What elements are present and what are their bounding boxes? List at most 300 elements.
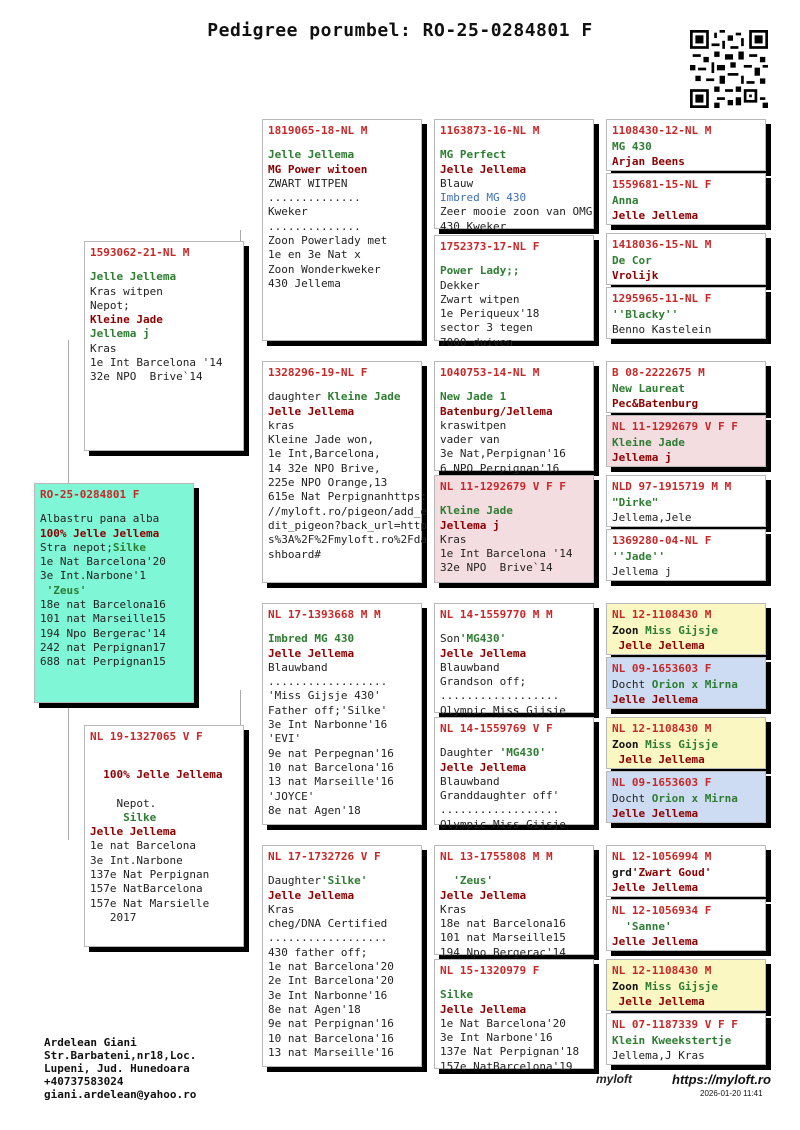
info-text: 10 nat Barcelona'16 (268, 1031, 394, 1045)
pigeon-card[interactable] (84, 725, 244, 947)
info-text: 137e Nat Perpignan'18 (440, 1045, 580, 1059)
ring-number: 1752373-17-NL F (440, 240, 540, 253)
myloft-logo: myloft (596, 1072, 632, 1086)
pigeon-info-line (268, 533, 427, 547)
pigeon-info-line (612, 194, 760, 208)
ring-number: 1295965-11-NL F (612, 292, 712, 305)
pigeon-info-line (612, 678, 760, 692)
pigeon-info-line (268, 1046, 416, 1060)
pigeon-info-line (90, 854, 238, 868)
pigeon-info-line (440, 661, 588, 675)
info-text: Father off;'Silke' (268, 703, 388, 717)
pigeon-info-line (440, 789, 588, 803)
pigeon-card[interactable] (606, 361, 766, 413)
pigeon-card[interactable] (262, 361, 427, 583)
site-link[interactable]: https://myloft.ro (672, 1072, 771, 1087)
info-text: ''Blacky'' (612, 308, 679, 322)
pigeon-info-line (268, 419, 416, 433)
pigeon-info-line (268, 163, 416, 177)
ring-number: NL 14-1559770 M M (440, 608, 553, 621)
info-text: Jellema j (440, 518, 500, 532)
info-text: Orion x Mirna (651, 678, 738, 692)
pigeon-info-line (90, 825, 238, 839)
pigeon-info-line (612, 254, 760, 268)
info-text: Jelle Jellema (440, 162, 527, 176)
info-text: Vrolijk (612, 268, 659, 282)
info-text: 8e nat Agen'18 (268, 1002, 361, 1016)
ring-number: 1559681-15-NL F (612, 178, 712, 191)
pigeon-info-line (612, 451, 760, 465)
pigeon-info-line (90, 783, 238, 797)
pigeon-card[interactable] (262, 603, 422, 825)
pigeon-info-line (440, 279, 588, 293)
pigeon-info-line (40, 541, 188, 555)
info-text: 7000 duiven (440, 335, 513, 349)
page-title: Pedigree porumbel: RO-25-0284801 F (207, 20, 593, 41)
pigeon-info-line (440, 1017, 588, 1031)
ring-number: NL 13-1755808 M M (440, 850, 553, 863)
info-text: 157e NatBarcelona'19 (440, 1059, 573, 1073)
info-text: 3e Nat,Perpignan'16 (440, 447, 566, 461)
pigeon-info-line (268, 234, 416, 248)
ring-number: NL 09-1653603 F (612, 662, 712, 675)
info-text: Daughter (268, 874, 321, 888)
pigeon-info-line (40, 512, 188, 526)
ring-number: NL 15-1320979 F (440, 964, 540, 977)
pigeon-info-line (440, 547, 588, 561)
pigeon-info-line (268, 248, 416, 262)
pigeon-card[interactable] (262, 119, 422, 341)
info-text: 430 Jellema (268, 276, 341, 290)
info-text: 13 nat Marseille'16 (268, 775, 394, 789)
pigeon-info-line (268, 974, 416, 988)
ring-number: 1108430-12-NL M (612, 124, 712, 137)
pigeon-info-line (440, 504, 588, 518)
info-text: 615e Nat Perpignanhttps: (268, 490, 427, 504)
pigeon-info-line (268, 718, 416, 732)
info-text: Stra nepot; (40, 540, 113, 554)
info-text: 10 nat Barcelona'16 (268, 760, 394, 774)
pigeon-info-line (612, 639, 760, 653)
info-text: 2017 (90, 910, 137, 924)
pigeon-info-line (440, 405, 588, 419)
pigeon-info-line (268, 220, 416, 234)
info-text: 14 32e NPO Brive, (268, 461, 381, 475)
info-text: 'Zwart Goud' (631, 866, 712, 880)
info-text: Kras witpen (90, 284, 163, 298)
pigeon-info-line (440, 889, 588, 903)
pigeon-info-line (90, 754, 238, 768)
owner-address-city: Lupeni, Jud. Hunedoara (44, 1062, 190, 1075)
pigeon-info-line (268, 548, 416, 562)
ring-number: NL 07-1187339 V F F (612, 1018, 738, 1031)
pigeon-card[interactable] (606, 657, 766, 709)
pigeon-info-line (90, 299, 238, 313)
pigeon-card[interactable] (606, 475, 766, 527)
info-text: Jelle Jellema (268, 148, 355, 162)
pigeon-info-line (440, 264, 588, 278)
pigeon-info-line (268, 277, 416, 291)
generated-date: 2026-01-20 11:41 (700, 1089, 763, 1098)
pigeon-info-line (268, 1032, 416, 1046)
ring-number: NL 12-1108430 M (612, 608, 712, 621)
info-text: 100% Jelle Jellema (90, 768, 223, 782)
pigeon-info-line (440, 148, 588, 162)
info-text: Olympic Miss Gijsje (440, 817, 566, 831)
ring-number: B 08-2222675 M (612, 366, 705, 379)
pigeon-card[interactable] (434, 717, 594, 831)
pigeon-card[interactable] (434, 119, 594, 233)
pigeon-card[interactable] (434, 603, 594, 717)
info-text: sector 3 tegen (440, 321, 533, 335)
info-text: Kras (90, 341, 117, 355)
info-text: .............. (268, 191, 361, 205)
pigeon-info-line (90, 342, 238, 356)
info-text: Granddaughter off' (440, 789, 560, 803)
pigeon-info-line (90, 797, 238, 811)
pigeon-info-line (440, 1031, 588, 1045)
pigeon-info-line (440, 1003, 588, 1017)
pigeon-info-line (440, 761, 588, 775)
info-text: Albastru pana alba (40, 512, 160, 526)
info-text: 194 Npo Bergerac'14 (440, 945, 566, 959)
owner-address-street: Str.Barbateni,nr18,Loc. (44, 1049, 197, 1062)
pigeon-card[interactable] (606, 899, 766, 951)
info-text: Blauw (440, 176, 474, 190)
info-text: 1e nat Barcelona'20 (268, 960, 394, 974)
owner-email[interactable]: giani.ardelean@yahoo.ro (44, 1088, 197, 1101)
info-text: Miss Gijsje (645, 624, 718, 638)
pigeon-info-line (612, 866, 760, 880)
pigeon-card[interactable] (606, 529, 766, 581)
info-text: 32e NPO Brive`14 (90, 370, 203, 384)
info-text: Jellema,Jele (612, 510, 692, 524)
info-text: Jelle Jellema (440, 1002, 527, 1016)
info-text: Docht (612, 678, 652, 692)
info-text: 194 Npo Bergerac'14 (40, 626, 166, 640)
info-text: MG Power witoen (268, 162, 368, 176)
pigeon-info-line (268, 518, 427, 533)
pigeon-info-line (268, 191, 416, 205)
pigeon-info-line (268, 761, 416, 775)
info-text: .............. (268, 219, 361, 233)
info-text: 'Miss Gijsje 430' (268, 689, 381, 703)
pigeon-info-line (612, 881, 760, 895)
pigeon-info-line (440, 390, 588, 404)
info-text: Jelle Jellema (90, 825, 177, 839)
pigeon-info-line (268, 903, 416, 917)
info-text: 157e Nat Marsielle (90, 896, 210, 910)
pigeon-info-line (612, 308, 760, 322)
pigeon-info-line (440, 1045, 588, 1059)
pigeon-card[interactable] (606, 415, 766, 467)
ring-number: 1040753-14-NL M (440, 366, 540, 379)
info-text: Blauwband (440, 660, 500, 674)
info-text: Kweker (268, 205, 308, 219)
pigeon-card[interactable] (434, 235, 594, 349)
info-text: Miss Gijsje (645, 980, 718, 994)
pigeon-info-line (40, 527, 188, 541)
info-text: 1e Nat Barcelona'20 (40, 555, 166, 569)
pigeon-card[interactable] (606, 771, 766, 823)
pigeon-info-line (440, 533, 588, 547)
info-text: Jelle Jellema (90, 270, 177, 284)
pigeon-info-line (40, 627, 188, 641)
info-text: 3e Int.Narbone'1 (40, 569, 146, 583)
pigeon-card[interactable] (606, 959, 766, 1011)
pigeon-info-line (90, 882, 238, 896)
pigeon-card[interactable] (606, 287, 766, 339)
ring-number: 1418036-15-NL M (612, 238, 712, 251)
info-text: 1e en 3e Nat x (268, 248, 361, 262)
pigeon-info-line (612, 565, 760, 579)
info-text: Kras (268, 902, 295, 916)
info-text: ''Jade'' (612, 550, 665, 564)
pigeon-info-line (268, 504, 427, 519)
pigeon-card-main[interactable] (34, 483, 194, 703)
info-text: Zeer mooie zoon van OMG (440, 205, 593, 219)
info-text: Kleine Jade (440, 504, 513, 518)
info-text: Batenburg/Jellema (440, 404, 553, 418)
info-text: Nepot; (90, 298, 130, 312)
pigeon-info-line (90, 313, 238, 327)
info-text: 430 Kweker (440, 219, 507, 233)
pigeon-info-line (90, 370, 238, 384)
info-text: Kleine Jade (90, 313, 163, 327)
pigeon-info-line (90, 768, 238, 782)
pigeon-card[interactable] (606, 233, 766, 285)
info-text: 9e nat Perpignan'16 (268, 1017, 394, 1031)
info-text: Jelle Jellema (612, 638, 705, 652)
pigeon-info-line (440, 293, 588, 307)
ring-number: 1369280-04-NL F (612, 534, 712, 547)
info-text: s%3A%2F%2Fmyloft.ro%2Fda (268, 533, 427, 547)
info-text: Jelle Jellema (440, 760, 527, 774)
info-text: MG 430 (612, 140, 652, 154)
pigeon-info-line (612, 209, 760, 223)
pigeon-info-line (90, 327, 238, 341)
pigeon-card[interactable] (434, 845, 594, 959)
pigeon-info-line (40, 641, 188, 655)
pigeon-info-line (612, 995, 760, 1009)
info-text: Pec&Batenburg (612, 396, 699, 410)
pigeon-info-line (440, 561, 588, 575)
info-text: 9e nat Perpegnan'16 (268, 746, 394, 760)
pigeon-info-line (268, 390, 416, 404)
info-text: Blauwband (440, 774, 500, 788)
info-text: Klein Kweekstertje (612, 1034, 732, 1048)
pigeon-info-line (440, 1060, 588, 1074)
pigeon-info-line (440, 675, 588, 689)
info-text: "Dirke" (612, 496, 659, 510)
pigeon-info-line (90, 811, 238, 825)
info-text: Silke (112, 540, 146, 554)
owner-phone: +40737583024 (44, 1075, 124, 1088)
info-text: vader van (440, 433, 500, 447)
pigeon-info-line (440, 931, 588, 945)
info-text: Orion x Mirna (651, 792, 738, 806)
pigeon-info-line (440, 336, 588, 350)
pigeon-info-line (268, 675, 416, 689)
pigeon-info-line (612, 496, 760, 510)
pigeon-info-line (268, 177, 416, 191)
ring-number: 1593062-21-NL M (90, 246, 190, 259)
info-text: 'Silke' (320, 874, 368, 888)
info-text: Miss Gijsje (645, 738, 718, 752)
info-text: Kras (440, 532, 467, 546)
pigeon-card[interactable] (606, 603, 766, 655)
pigeon-card[interactable] (434, 475, 594, 583)
info-text: Zwart witpen (440, 292, 520, 306)
ring-number: NL 12-1056934 F (612, 904, 712, 917)
info-text: Silke (90, 810, 157, 824)
pigeon-card[interactable] (606, 845, 766, 897)
pigeon-info-line (612, 935, 760, 949)
ring-number: NL 17-1732726 V F (268, 850, 381, 863)
pigeon-info-line (268, 476, 416, 490)
info-text: ZWART WITPEN (268, 176, 348, 190)
info-text: 1e Int,Barcelona, (268, 447, 381, 461)
pigeon-card[interactable] (434, 361, 594, 475)
info-text: 2e Int Barcelona'20 (268, 974, 394, 988)
pigeon-info-line (268, 704, 416, 718)
pigeon-info-line (268, 1003, 416, 1017)
pigeon-card[interactable] (434, 959, 594, 1073)
info-text: Jelle Jellema (612, 994, 705, 1008)
info-text: Olympic Miss Gijsje (440, 703, 566, 717)
pigeon-info-line (268, 647, 416, 661)
info-text: Jelle Jellema (268, 404, 355, 418)
info-text: cheg/DNA Certified (268, 917, 388, 931)
info-text: 'Sanne' (612, 920, 672, 934)
info-text: 137e Nat Perpignan (90, 868, 210, 882)
pigeon-card[interactable] (606, 173, 766, 225)
info-text: dit_pigeon?back_url=http (268, 518, 427, 532)
info-text: Jelle Jellema (268, 888, 355, 902)
info-text: 'MG430' (499, 746, 546, 760)
info-text: 8e nat Agen'18 (268, 803, 361, 817)
pigeon-info-line (612, 511, 760, 525)
ring-number: NL 12-1056994 M (612, 850, 712, 863)
info-text: Power Lady;; (440, 264, 520, 278)
info-text: De Cor (612, 254, 652, 268)
info-text: 242 nat Perpignan17 (40, 640, 166, 654)
pigeon-info-line (440, 191, 588, 205)
info-text: 18e nat Barcelona16 (40, 598, 166, 612)
info-text: Docht (612, 792, 652, 806)
ring-number: NL 12-1108430 M (612, 722, 712, 735)
info-text: 100% Jelle Jellema (40, 526, 160, 540)
info-text: .................. (440, 689, 560, 703)
info-text: 157e NatBarcelona (90, 882, 203, 896)
info-text: Jelle Jellema (440, 888, 527, 902)
pigeon-info-line (268, 632, 416, 646)
info-text: 1e Int Barcelona '14 (440, 547, 573, 561)
pigeon-info-line (268, 747, 416, 761)
info-text: 101 nat Marseille15 (440, 931, 566, 945)
info-text: 225e NPO Orange,13 (268, 476, 388, 490)
ring-number: NLD 97-1915719 M M (612, 480, 732, 493)
pigeon-info-line (612, 792, 760, 806)
pigeon-info-line (612, 753, 760, 767)
pigeon-info-line (268, 874, 416, 888)
info-text: Jelle Jellema (612, 934, 699, 948)
pigeon-info-line (440, 205, 593, 219)
info-text: 18e nat Barcelona16 (440, 917, 566, 931)
pigeon-info-line (440, 519, 588, 533)
info-text: Silke (440, 988, 474, 1002)
info-text: Jellema j (612, 450, 672, 464)
info-text: Kleine Jade won, (268, 433, 374, 447)
ring-number: NL 19-1327065 V F (90, 730, 203, 743)
info-text: New Jade 1 (440, 390, 507, 404)
info-text: ,J Kras (658, 1048, 705, 1062)
pigeon-info-line (268, 989, 416, 1003)
ring-number: NL 11-1292679 V F F (440, 480, 566, 493)
pigeon-info-line (268, 148, 416, 162)
pigeon-info-line (612, 323, 760, 337)
info-text: 688 nat Perpignan15 (40, 655, 166, 669)
ring-number: NL 11-1292679 V F F (612, 420, 738, 433)
pigeon-info-line (40, 612, 188, 626)
pigeon-info-line (440, 818, 588, 832)
info-text: kras (268, 418, 295, 432)
pigeon-info-line (268, 205, 416, 219)
info-text: 6 NPO Perpignan'16 (440, 461, 560, 475)
pigeon-info-line (440, 704, 588, 718)
pigeon-info-line (612, 155, 760, 169)
pigeon-card[interactable] (606, 717, 766, 769)
pigeon-info-line (612, 269, 760, 283)
pigeon-info-line (612, 920, 760, 934)
pigeon-info-line (612, 550, 760, 564)
pigeon-info-line (40, 569, 188, 583)
pigeon-info-line (612, 807, 760, 821)
pigeon-card[interactable] (262, 845, 422, 1067)
pigeon-info-line (440, 647, 588, 661)
info-text: kraswitpen (440, 418, 507, 432)
pigeon-info-line (440, 163, 588, 177)
pigeon-info-line (612, 397, 760, 411)
pigeon-info-line (268, 917, 416, 931)
info-text: 1e Nat Barcelona'20 (440, 1016, 566, 1030)
pigeon-info-line (268, 775, 416, 789)
info-text: Jelle Jellema (612, 880, 699, 894)
info-text: Zoon (612, 624, 646, 638)
info-text: Grandson off; (440, 675, 527, 689)
pigeon-info-line (40, 655, 188, 669)
pigeon-info-line (268, 889, 416, 903)
info-text: Jelle Jellema (612, 208, 699, 222)
pigeon-info-line (440, 177, 588, 191)
pigeon-info-line (268, 804, 416, 818)
pigeon-info-line (268, 447, 416, 461)
info-text: Jelle Jellema (612, 752, 705, 766)
info-text: Zoon (612, 738, 646, 752)
pigeon-card[interactable] (606, 1013, 766, 1065)
pigeon-info-line (90, 285, 238, 299)
pigeon-card[interactable] (606, 119, 766, 171)
pigeon-info-line (440, 988, 588, 1002)
info-text: Jelle Jellema (612, 806, 699, 820)
info-text: 1e Int Barcelona '14 (90, 356, 223, 370)
pigeon-card[interactable] (84, 241, 244, 451)
owner-name: Ardelean Giani (44, 1036, 137, 1049)
pigeon-info-line (440, 775, 588, 789)
pigeon-info-line (268, 960, 416, 974)
pigeon-info-line (268, 790, 416, 804)
info-text: 'MG430' (459, 632, 507, 646)
